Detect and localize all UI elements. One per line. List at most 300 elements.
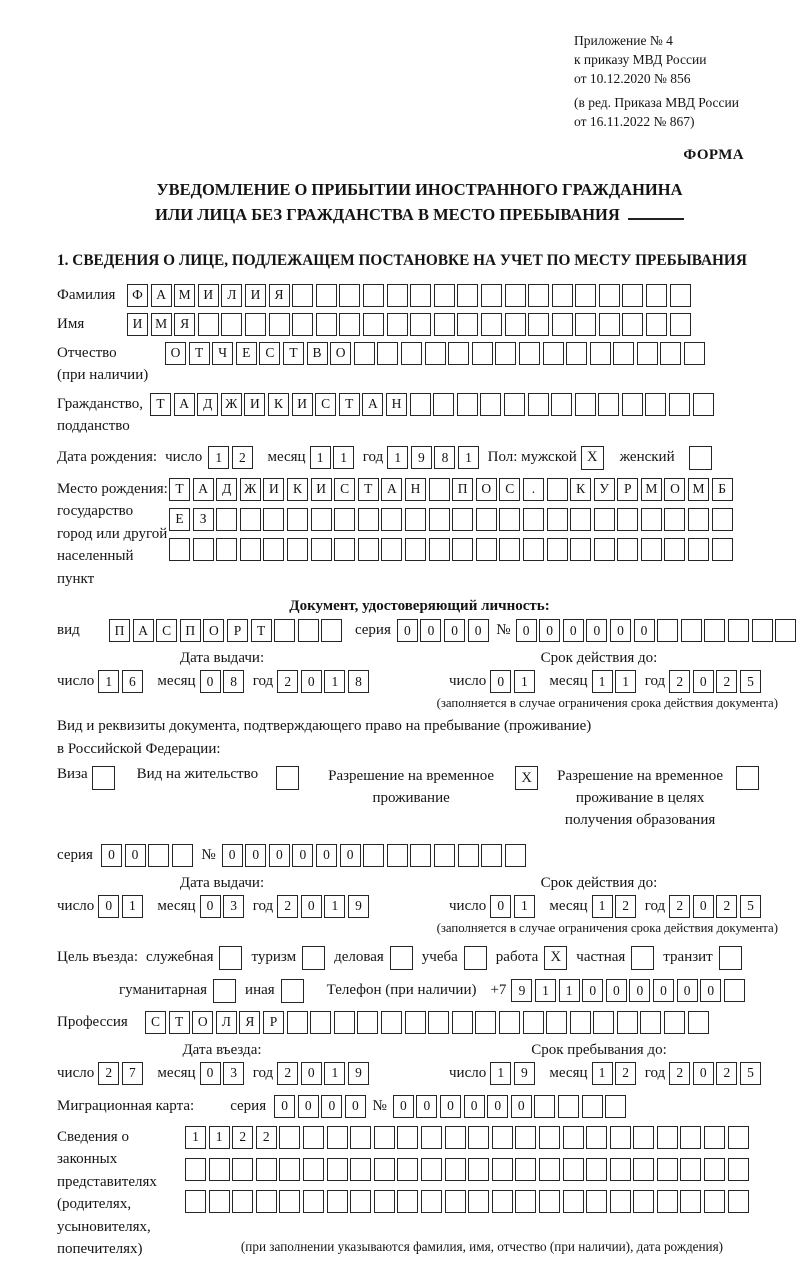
char-box[interactable]: 0 bbox=[693, 895, 714, 918]
char-box[interactable]: О bbox=[476, 478, 497, 501]
char-box[interactable]: 1 bbox=[324, 670, 345, 693]
char-box[interactable]: О bbox=[192, 1011, 213, 1034]
char-box[interactable] bbox=[354, 342, 375, 365]
char-box[interactable] bbox=[728, 1126, 749, 1149]
char-box[interactable]: Л bbox=[221, 284, 242, 307]
char-box[interactable]: 5 bbox=[740, 895, 761, 918]
char-box[interactable] bbox=[327, 1190, 348, 1213]
char-box[interactable]: 9 bbox=[511, 979, 532, 1002]
char-box[interactable]: С bbox=[259, 342, 280, 365]
char-box[interactable]: 1 bbox=[185, 1126, 206, 1149]
char-box[interactable] bbox=[575, 284, 596, 307]
char-box[interactable] bbox=[728, 1158, 749, 1181]
char-box[interactable] bbox=[539, 1190, 560, 1213]
char-box[interactable] bbox=[169, 538, 190, 561]
char-box[interactable] bbox=[552, 284, 573, 307]
char-box[interactable] bbox=[688, 508, 709, 531]
char-box[interactable] bbox=[387, 313, 408, 336]
char-box[interactable] bbox=[445, 1190, 466, 1213]
char-box[interactable]: 0 bbox=[468, 619, 489, 642]
char-box[interactable]: Т bbox=[150, 393, 171, 416]
char-box[interactable]: К bbox=[268, 393, 289, 416]
char-box[interactable]: 0 bbox=[321, 1095, 342, 1118]
char-box[interactable]: М bbox=[174, 284, 195, 307]
char-box[interactable] bbox=[279, 1158, 300, 1181]
char-box[interactable] bbox=[610, 1190, 631, 1213]
char-box[interactable] bbox=[363, 313, 384, 336]
char-box[interactable] bbox=[397, 1126, 418, 1149]
char-box[interactable] bbox=[523, 1011, 544, 1034]
char-box[interactable] bbox=[593, 1011, 614, 1034]
char-box[interactable] bbox=[287, 508, 308, 531]
char-box[interactable]: 5 bbox=[740, 670, 761, 693]
char-box[interactable]: 2 bbox=[232, 446, 253, 469]
char-box[interactable] bbox=[287, 1011, 308, 1034]
char-box[interactable] bbox=[433, 393, 454, 416]
female-checkbox[interactable] bbox=[689, 446, 712, 470]
char-box[interactable] bbox=[452, 508, 473, 531]
char-box[interactable] bbox=[570, 538, 591, 561]
char-box[interactable] bbox=[670, 313, 691, 336]
char-box[interactable] bbox=[646, 284, 667, 307]
char-box[interactable] bbox=[570, 508, 591, 531]
char-box[interactable] bbox=[457, 284, 478, 307]
char-box[interactable] bbox=[240, 508, 261, 531]
char-box[interactable] bbox=[499, 538, 520, 561]
char-box[interactable] bbox=[387, 844, 408, 867]
char-box[interactable] bbox=[321, 619, 342, 642]
char-box[interactable] bbox=[605, 1095, 626, 1118]
char-box[interactable] bbox=[216, 538, 237, 561]
char-box[interactable]: И bbox=[244, 393, 265, 416]
char-box[interactable]: 0 bbox=[490, 670, 511, 693]
char-box[interactable]: А bbox=[193, 478, 214, 501]
char-box[interactable]: 0 bbox=[653, 979, 674, 1002]
char-box[interactable]: П bbox=[180, 619, 201, 642]
male-checkbox[interactable]: X bbox=[581, 446, 604, 470]
char-box[interactable]: Р bbox=[617, 478, 638, 501]
char-box[interactable] bbox=[410, 844, 431, 867]
char-box[interactable]: 2 bbox=[256, 1126, 277, 1149]
char-box[interactable] bbox=[492, 1158, 513, 1181]
char-box[interactable]: 0 bbox=[245, 844, 266, 867]
char-box[interactable] bbox=[724, 979, 745, 1002]
char-box[interactable] bbox=[523, 508, 544, 531]
char-box[interactable]: 0 bbox=[316, 844, 337, 867]
char-box[interactable] bbox=[622, 284, 643, 307]
char-box[interactable] bbox=[505, 284, 526, 307]
char-box[interactable]: 2 bbox=[277, 1062, 298, 1085]
char-box[interactable] bbox=[421, 1158, 442, 1181]
char-box[interactable] bbox=[684, 342, 705, 365]
char-box[interactable] bbox=[547, 538, 568, 561]
char-box[interactable] bbox=[492, 1190, 513, 1213]
char-box[interactable]: 1 bbox=[324, 895, 345, 918]
char-box[interactable] bbox=[216, 508, 237, 531]
char-box[interactable]: 9 bbox=[514, 1062, 535, 1085]
char-box[interactable] bbox=[728, 1190, 749, 1213]
char-box[interactable] bbox=[523, 538, 544, 561]
char-box[interactable]: 1 bbox=[592, 1062, 613, 1085]
char-box[interactable]: 1 bbox=[592, 670, 613, 693]
char-box[interactable] bbox=[303, 1126, 324, 1149]
char-box[interactable] bbox=[429, 508, 450, 531]
char-box[interactable] bbox=[704, 619, 725, 642]
char-box[interactable] bbox=[610, 1158, 631, 1181]
char-box[interactable]: И bbox=[311, 478, 332, 501]
purpose-work-checkbox[interactable]: X bbox=[544, 946, 567, 970]
purpose-study-checkbox[interactable] bbox=[464, 946, 487, 970]
char-box[interactable]: К bbox=[287, 478, 308, 501]
char-box[interactable]: 2 bbox=[98, 1062, 119, 1085]
char-box[interactable]: 1 bbox=[122, 895, 143, 918]
char-box[interactable]: 1 bbox=[535, 979, 556, 1002]
char-box[interactable]: А bbox=[133, 619, 154, 642]
char-box[interactable] bbox=[645, 393, 666, 416]
char-box[interactable] bbox=[397, 1190, 418, 1213]
char-box[interactable] bbox=[429, 538, 450, 561]
char-box[interactable] bbox=[594, 538, 615, 561]
char-box[interactable] bbox=[311, 508, 332, 531]
char-box[interactable]: К bbox=[570, 478, 591, 501]
char-box[interactable] bbox=[472, 342, 493, 365]
char-box[interactable] bbox=[664, 538, 685, 561]
char-box[interactable]: С bbox=[499, 478, 520, 501]
char-box[interactable] bbox=[311, 538, 332, 561]
char-box[interactable] bbox=[515, 1158, 536, 1181]
char-box[interactable] bbox=[240, 538, 261, 561]
char-box[interactable]: С bbox=[315, 393, 336, 416]
char-box[interactable] bbox=[209, 1158, 230, 1181]
char-box[interactable] bbox=[397, 1158, 418, 1181]
char-box[interactable] bbox=[515, 1190, 536, 1213]
char-box[interactable] bbox=[546, 1011, 567, 1034]
char-box[interactable] bbox=[428, 1011, 449, 1034]
char-box[interactable] bbox=[245, 313, 266, 336]
char-box[interactable] bbox=[582, 1095, 603, 1118]
char-box[interactable] bbox=[198, 313, 219, 336]
char-box[interactable] bbox=[670, 284, 691, 307]
char-box[interactable] bbox=[458, 844, 479, 867]
char-box[interactable] bbox=[575, 393, 596, 416]
char-box[interactable] bbox=[664, 508, 685, 531]
char-box[interactable] bbox=[480, 393, 501, 416]
char-box[interactable] bbox=[681, 619, 702, 642]
char-box[interactable]: А bbox=[381, 478, 402, 501]
char-box[interactable] bbox=[421, 1126, 442, 1149]
char-box[interactable]: Н bbox=[386, 393, 407, 416]
char-box[interactable]: 9 bbox=[348, 1062, 369, 1085]
char-box[interactable]: А bbox=[174, 393, 195, 416]
char-box[interactable] bbox=[641, 508, 662, 531]
char-box[interactable] bbox=[410, 313, 431, 336]
char-box[interactable] bbox=[387, 284, 408, 307]
char-box[interactable] bbox=[350, 1158, 371, 1181]
char-box[interactable]: Т bbox=[251, 619, 272, 642]
char-box[interactable]: 0 bbox=[222, 844, 243, 867]
char-box[interactable] bbox=[505, 313, 526, 336]
char-box[interactable] bbox=[481, 284, 502, 307]
char-box[interactable]: 0 bbox=[301, 670, 322, 693]
char-box[interactable] bbox=[551, 393, 572, 416]
char-box[interactable]: 2 bbox=[232, 1126, 253, 1149]
char-box[interactable] bbox=[381, 538, 402, 561]
char-box[interactable]: О bbox=[165, 342, 186, 365]
char-box[interactable]: Д bbox=[197, 393, 218, 416]
char-box[interactable]: 0 bbox=[629, 979, 650, 1002]
char-box[interactable] bbox=[401, 342, 422, 365]
char-box[interactable] bbox=[381, 1011, 402, 1034]
char-box[interactable] bbox=[660, 342, 681, 365]
char-box[interactable] bbox=[287, 538, 308, 561]
char-box[interactable]: Я bbox=[269, 284, 290, 307]
char-box[interactable]: 2 bbox=[669, 895, 690, 918]
char-box[interactable] bbox=[617, 1011, 638, 1034]
char-box[interactable] bbox=[410, 284, 431, 307]
char-box[interactable] bbox=[457, 393, 478, 416]
char-box[interactable]: Т bbox=[358, 478, 379, 501]
char-box[interactable] bbox=[599, 313, 620, 336]
char-box[interactable]: О bbox=[330, 342, 351, 365]
char-box[interactable]: А bbox=[151, 284, 172, 307]
char-box[interactable] bbox=[558, 1095, 579, 1118]
char-box[interactable] bbox=[148, 844, 169, 867]
char-box[interactable] bbox=[515, 1126, 536, 1149]
char-box[interactable] bbox=[637, 342, 658, 365]
char-box[interactable] bbox=[434, 844, 455, 867]
char-box[interactable] bbox=[468, 1126, 489, 1149]
char-box[interactable] bbox=[303, 1190, 324, 1213]
char-box[interactable] bbox=[646, 313, 667, 336]
char-box[interactable] bbox=[598, 393, 619, 416]
purpose-transit-checkbox[interactable] bbox=[719, 946, 742, 970]
char-box[interactable]: 0 bbox=[298, 1095, 319, 1118]
char-box[interactable]: 1 bbox=[592, 895, 613, 918]
char-box[interactable] bbox=[421, 1190, 442, 1213]
char-box[interactable] bbox=[358, 508, 379, 531]
char-box[interactable] bbox=[256, 1158, 277, 1181]
char-box[interactable]: 0 bbox=[340, 844, 361, 867]
char-box[interactable]: 0 bbox=[563, 619, 584, 642]
char-box[interactable]: И bbox=[198, 284, 219, 307]
char-box[interactable] bbox=[363, 844, 384, 867]
char-box[interactable] bbox=[429, 478, 450, 501]
char-box[interactable]: 1 bbox=[490, 1062, 511, 1085]
char-box[interactable] bbox=[476, 538, 497, 561]
char-box[interactable]: 0 bbox=[490, 895, 511, 918]
char-box[interactable] bbox=[657, 1190, 678, 1213]
char-box[interactable]: 0 bbox=[292, 844, 313, 867]
char-box[interactable] bbox=[633, 1126, 654, 1149]
char-box[interactable] bbox=[316, 284, 337, 307]
temp-residence-permit-checkbox[interactable]: X bbox=[515, 766, 538, 790]
char-box[interactable] bbox=[622, 393, 643, 416]
char-box[interactable] bbox=[775, 619, 796, 642]
char-box[interactable]: 0 bbox=[301, 895, 322, 918]
char-box[interactable] bbox=[327, 1126, 348, 1149]
char-box[interactable] bbox=[528, 284, 549, 307]
char-box[interactable] bbox=[680, 1190, 701, 1213]
char-box[interactable] bbox=[452, 1011, 473, 1034]
char-box[interactable]: 2 bbox=[716, 1062, 737, 1085]
char-box[interactable] bbox=[358, 538, 379, 561]
char-box[interactable] bbox=[505, 844, 526, 867]
char-box[interactable]: 0 bbox=[416, 1095, 437, 1118]
char-box[interactable] bbox=[528, 313, 549, 336]
char-box[interactable]: Н bbox=[405, 478, 426, 501]
char-box[interactable] bbox=[704, 1126, 725, 1149]
char-box[interactable] bbox=[539, 1126, 560, 1149]
char-box[interactable] bbox=[334, 538, 355, 561]
char-box[interactable] bbox=[594, 508, 615, 531]
char-box[interactable] bbox=[688, 1011, 709, 1034]
char-box[interactable] bbox=[232, 1190, 253, 1213]
char-box[interactable] bbox=[445, 1158, 466, 1181]
char-box[interactable] bbox=[457, 313, 478, 336]
char-box[interactable]: 0 bbox=[677, 979, 698, 1002]
char-box[interactable] bbox=[481, 313, 502, 336]
char-box[interactable] bbox=[405, 1011, 426, 1034]
char-box[interactable] bbox=[185, 1158, 206, 1181]
char-box[interactable]: 1 bbox=[324, 1062, 345, 1085]
char-box[interactable]: 7 bbox=[122, 1062, 143, 1085]
char-box[interactable] bbox=[547, 508, 568, 531]
char-box[interactable] bbox=[586, 1190, 607, 1213]
char-box[interactable] bbox=[575, 313, 596, 336]
char-box[interactable] bbox=[586, 1158, 607, 1181]
char-box[interactable]: Д bbox=[216, 478, 237, 501]
char-box[interactable]: Я bbox=[174, 313, 195, 336]
char-box[interactable]: 1 bbox=[514, 670, 535, 693]
char-box[interactable]: 5 bbox=[740, 1062, 761, 1085]
char-box[interactable] bbox=[363, 284, 384, 307]
purpose-business-checkbox[interactable] bbox=[390, 946, 413, 970]
char-box[interactable]: Т bbox=[169, 478, 190, 501]
char-box[interactable]: С bbox=[334, 478, 355, 501]
char-box[interactable] bbox=[209, 1190, 230, 1213]
char-box[interactable] bbox=[622, 313, 643, 336]
char-box[interactable]: И bbox=[127, 313, 148, 336]
char-box[interactable]: О bbox=[664, 478, 685, 501]
char-box[interactable] bbox=[481, 844, 502, 867]
char-box[interactable] bbox=[563, 1126, 584, 1149]
char-box[interactable] bbox=[563, 1158, 584, 1181]
char-box[interactable]: 0 bbox=[125, 844, 146, 867]
purpose-tourism-checkbox[interactable] bbox=[302, 946, 325, 970]
char-box[interactable]: И bbox=[263, 478, 284, 501]
char-box[interactable] bbox=[434, 284, 455, 307]
char-box[interactable] bbox=[586, 1126, 607, 1149]
char-box[interactable]: М bbox=[641, 478, 662, 501]
char-box[interactable] bbox=[543, 342, 564, 365]
char-box[interactable]: Т bbox=[283, 342, 304, 365]
char-box[interactable] bbox=[617, 538, 638, 561]
char-box[interactable] bbox=[334, 1011, 355, 1034]
char-box[interactable] bbox=[657, 619, 678, 642]
char-box[interactable]: М bbox=[151, 313, 172, 336]
char-box[interactable]: 0 bbox=[693, 670, 714, 693]
char-box[interactable] bbox=[633, 1190, 654, 1213]
char-box[interactable]: 2 bbox=[615, 895, 636, 918]
char-box[interactable] bbox=[448, 342, 469, 365]
char-box[interactable] bbox=[263, 538, 284, 561]
char-box[interactable] bbox=[339, 284, 360, 307]
char-box[interactable]: 0 bbox=[586, 619, 607, 642]
char-box[interactable] bbox=[712, 508, 733, 531]
char-box[interactable]: Ж bbox=[240, 478, 261, 501]
char-box[interactable] bbox=[528, 393, 549, 416]
char-box[interactable]: . bbox=[523, 478, 544, 501]
char-box[interactable] bbox=[617, 508, 638, 531]
char-box[interactable] bbox=[256, 1190, 277, 1213]
char-box[interactable]: М bbox=[688, 478, 709, 501]
char-box[interactable] bbox=[693, 393, 714, 416]
char-box[interactable]: И bbox=[245, 284, 266, 307]
char-box[interactable] bbox=[680, 1126, 701, 1149]
char-box[interactable]: 1 bbox=[98, 670, 119, 693]
char-box[interactable] bbox=[374, 1190, 395, 1213]
char-box[interactable] bbox=[468, 1158, 489, 1181]
char-box[interactable] bbox=[641, 538, 662, 561]
char-box[interactable]: 2 bbox=[716, 670, 737, 693]
char-box[interactable]: Б bbox=[712, 478, 733, 501]
char-box[interactable]: У bbox=[594, 478, 615, 501]
char-box[interactable]: 0 bbox=[511, 1095, 532, 1118]
char-box[interactable] bbox=[232, 1158, 253, 1181]
char-box[interactable] bbox=[274, 619, 295, 642]
purpose-official-checkbox[interactable] bbox=[219, 946, 242, 970]
char-box[interactable] bbox=[495, 342, 516, 365]
char-box[interactable]: 2 bbox=[669, 670, 690, 693]
char-box[interactable] bbox=[279, 1126, 300, 1149]
char-box[interactable]: Ф bbox=[127, 284, 148, 307]
char-box[interactable]: 2 bbox=[716, 895, 737, 918]
char-box[interactable]: 0 bbox=[464, 1095, 485, 1118]
char-box[interactable]: 0 bbox=[393, 1095, 414, 1118]
char-box[interactable] bbox=[334, 508, 355, 531]
char-box[interactable]: 8 bbox=[348, 670, 369, 693]
char-box[interactable] bbox=[570, 1011, 591, 1034]
char-box[interactable] bbox=[310, 1011, 331, 1034]
char-box[interactable]: П bbox=[109, 619, 130, 642]
char-box[interactable]: 1 bbox=[615, 670, 636, 693]
char-box[interactable]: С bbox=[145, 1011, 166, 1034]
char-box[interactable]: 9 bbox=[348, 895, 369, 918]
char-box[interactable] bbox=[221, 313, 242, 336]
char-box[interactable] bbox=[263, 508, 284, 531]
purpose-other-checkbox[interactable] bbox=[281, 979, 304, 1003]
char-box[interactable]: 9 bbox=[411, 446, 432, 469]
char-box[interactable] bbox=[410, 393, 431, 416]
char-box[interactable] bbox=[688, 538, 709, 561]
char-box[interactable] bbox=[452, 538, 473, 561]
char-box[interactable]: 1 bbox=[387, 446, 408, 469]
char-box[interactable]: 3 bbox=[223, 1062, 244, 1085]
char-box[interactable] bbox=[640, 1011, 661, 1034]
char-box[interactable]: 0 bbox=[274, 1095, 295, 1118]
char-box[interactable] bbox=[499, 508, 520, 531]
char-box[interactable]: Ч bbox=[212, 342, 233, 365]
char-box[interactable] bbox=[350, 1190, 371, 1213]
char-box[interactable]: 0 bbox=[301, 1062, 322, 1085]
char-box[interactable]: 0 bbox=[397, 619, 418, 642]
char-box[interactable] bbox=[357, 1011, 378, 1034]
char-box[interactable] bbox=[279, 1190, 300, 1213]
char-box[interactable]: Р bbox=[227, 619, 248, 642]
visa-checkbox[interactable] bbox=[92, 766, 115, 790]
purpose-private-checkbox[interactable] bbox=[631, 946, 654, 970]
char-box[interactable]: 0 bbox=[700, 979, 721, 1002]
